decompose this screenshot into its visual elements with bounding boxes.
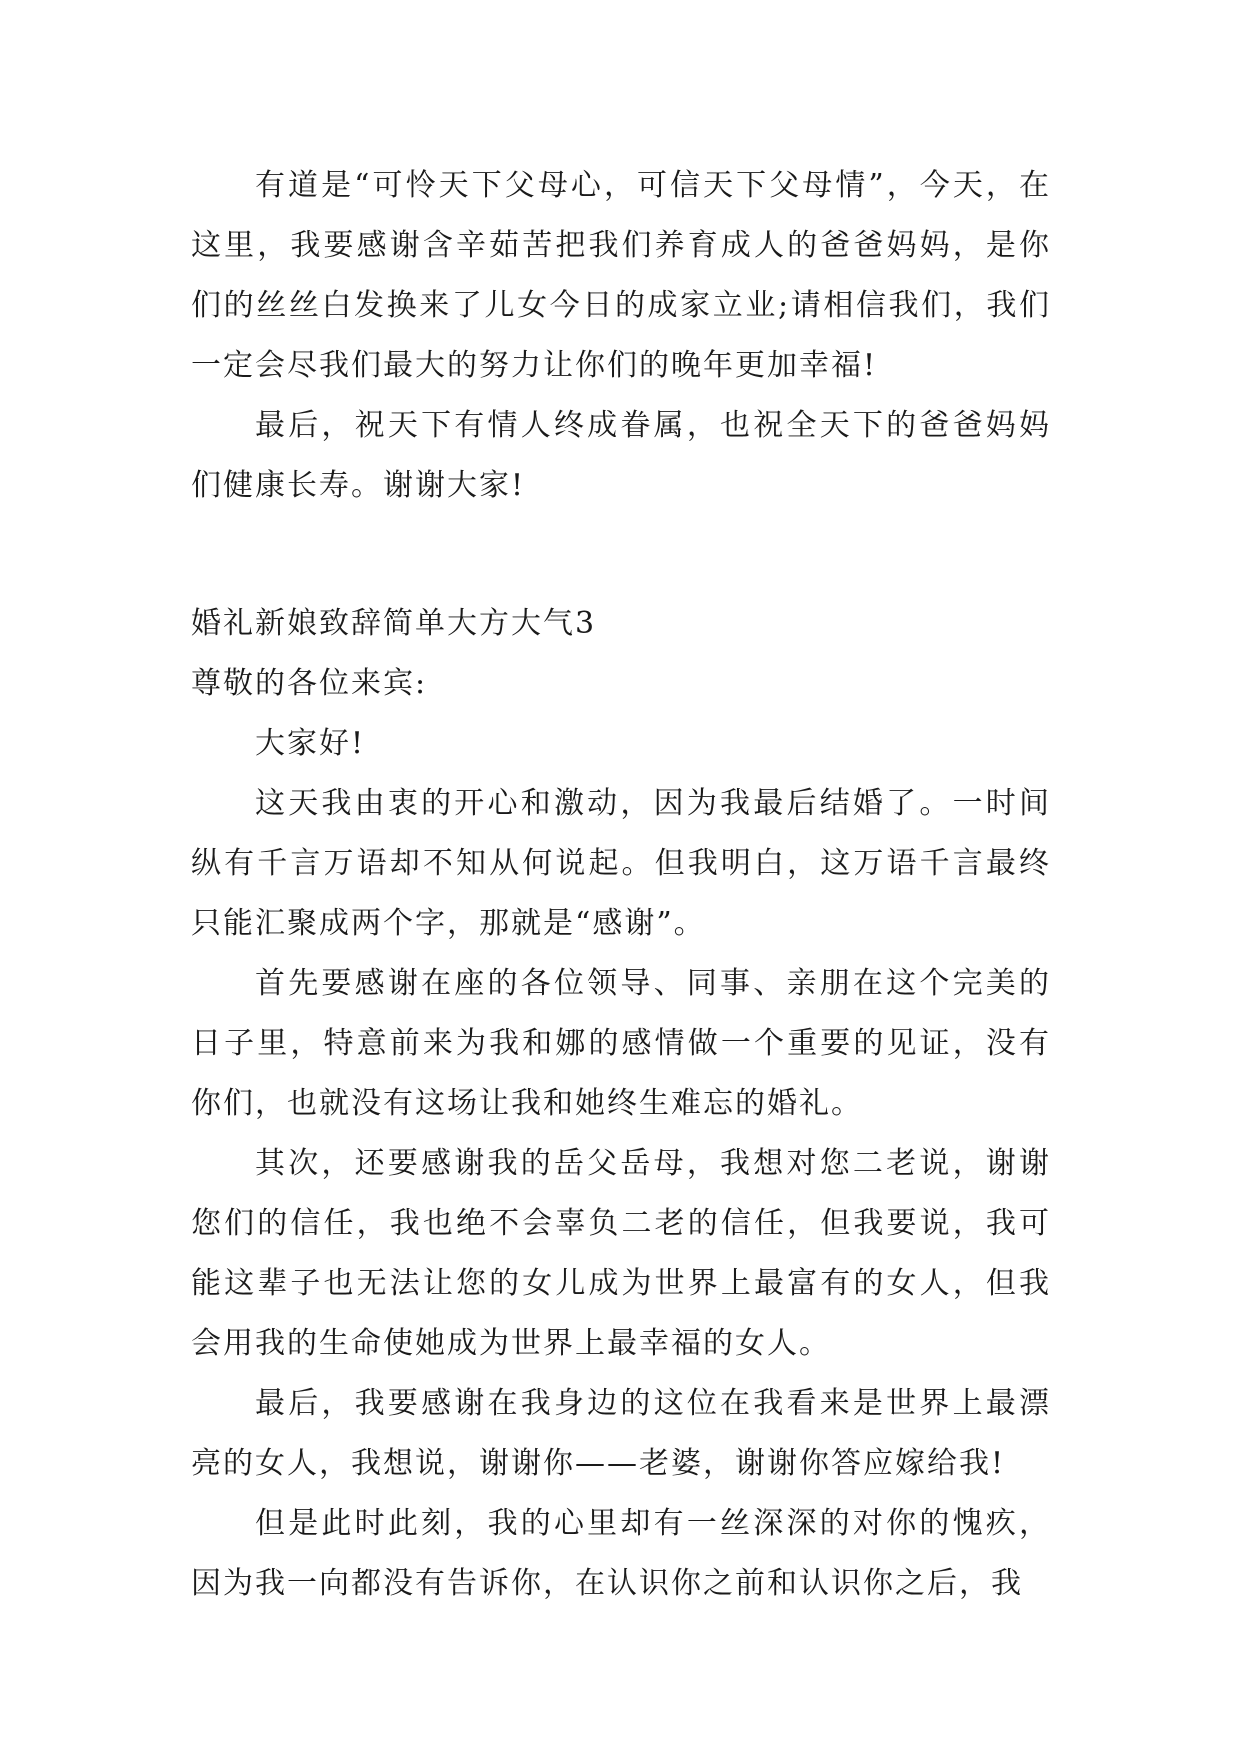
salutation: 尊敬的各位来宾: — [191, 666, 428, 701]
paragraph-thanks-in-laws: 其次，还要感谢我的岳父岳母，我想对您二老说，谢谢您们的信任，我也绝不会辜负二老的信任，但我要说，我可能这辈子也无法让您的女儿成为世界上最富有的女人，但我会用我的生命使她成为世界上最幸福的女人。 — [191, 1146, 1051, 1361]
document-body — [191, 156, 1051, 1614]
paragraph-guilt: 但是此时此刻，我的心里却有一丝深深的对你的愧疚，因为我一向都没有告诉你，在认识你之前和认识你之后，我 — [191, 1506, 1051, 1601]
paragraph-closing-wishes: 最后，祝天下有情人终成眷属，也祝全天下的爸爸妈妈们健康长寿。谢谢大家! — [191, 408, 1051, 503]
paragraph-thanks-guests: 首先要感谢在座的各位领导、同事、亲朋在这个完美的日子里，特意前来为我和娜的感情做一个重要的见证，没有你们，也就没有这场让我和她终生难忘的婚礼。 — [191, 966, 1051, 1121]
paragraph-greeting: 大家好! — [255, 726, 366, 761]
section-title: 婚礼新娘致辞简单大方大气3 — [191, 606, 597, 641]
paragraph-parents-thanks: 有道是“可怜天下父母心，可信天下父母情”，今天，在这里，我要感谢含辛茹苦把我们养育成人的爸爸妈妈，是你们的丝丝白发换来了儿女今日的成家立业;请相信我们，我们一定会尽我们最大的努力让你们的晚年更加幸福! — [191, 168, 1051, 383]
section-gap — [191, 516, 1051, 594]
paragraph-thanks-wife: 最后，我要感谢在我身边的这位在我看来是世界上最漂亮的女人，我想说，谢谢你——老婆，谢谢你答应嫁给我! — [191, 1386, 1051, 1481]
paragraph-excitement: 这天我由衷的开心和激动，因为我最后结婚了。一时间纵有千言万语却不知从何说起。但我明白，这万语千言最终只能汇聚成两个字，那就是“感谢”。 — [191, 786, 1051, 941]
